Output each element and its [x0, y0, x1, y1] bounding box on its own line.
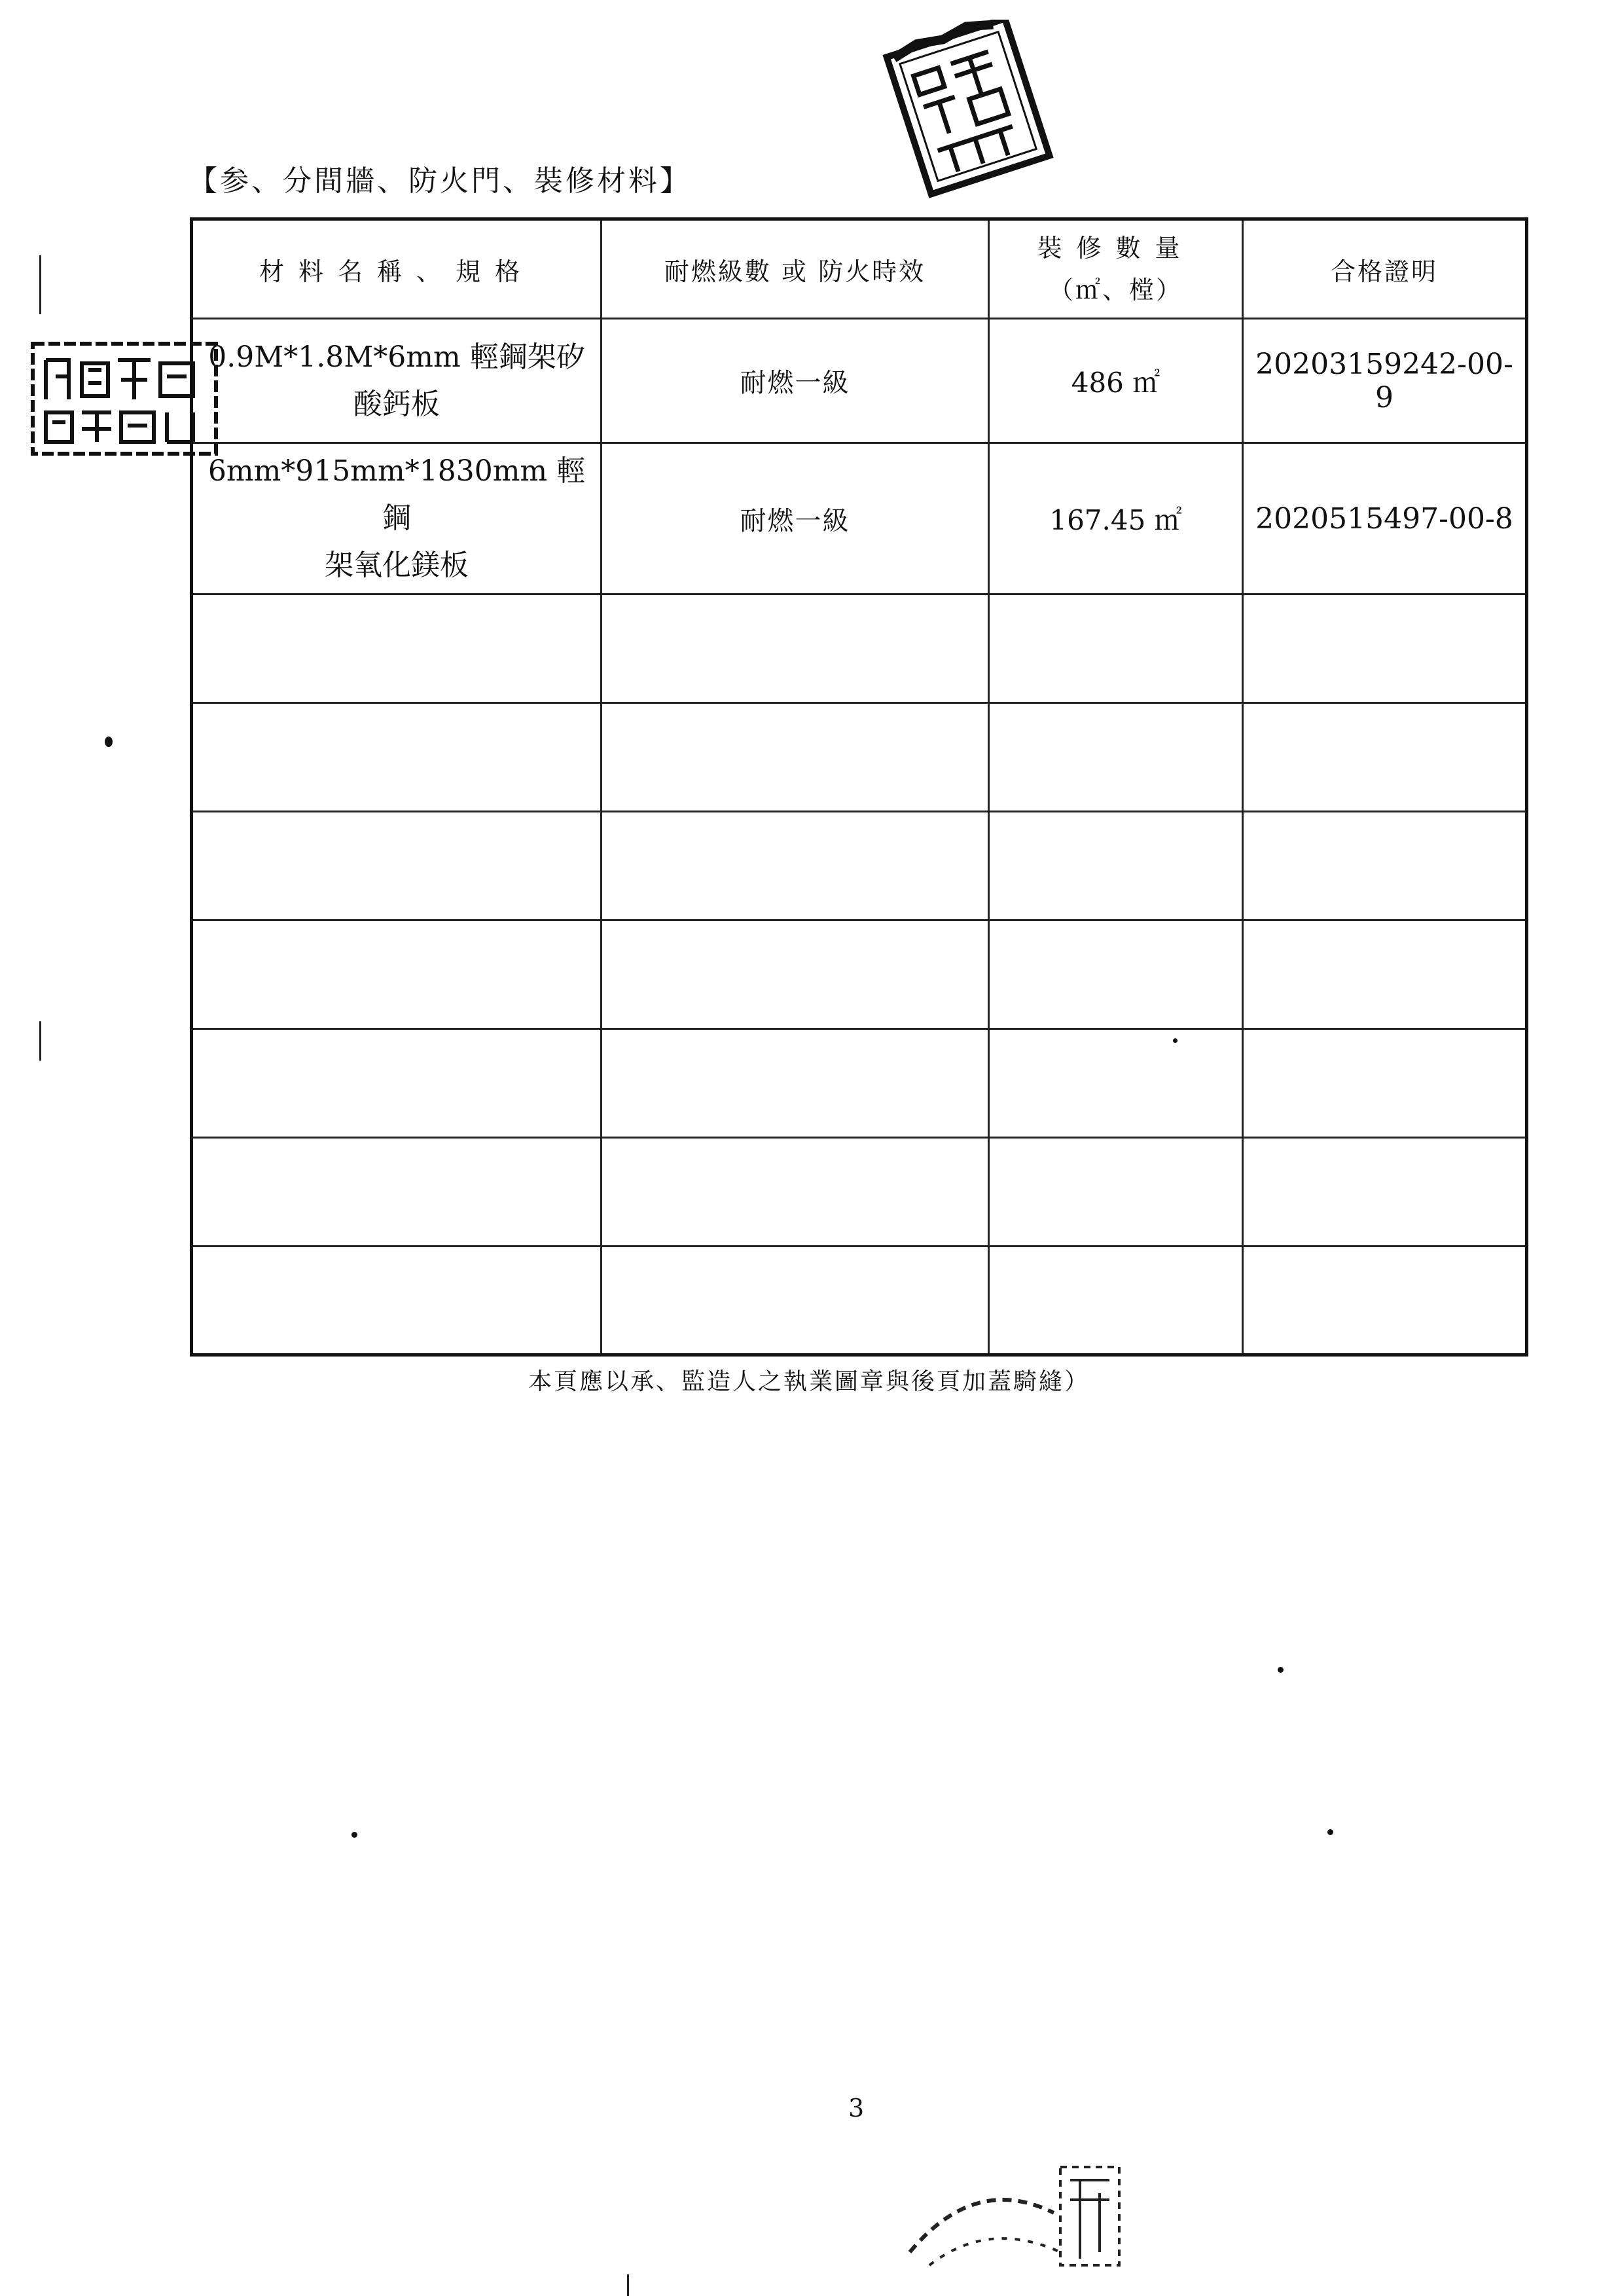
empty-table-row [192, 703, 1527, 812]
table-row [192, 319, 1527, 443]
certificate-cell: 20203159242-00-9 [1243, 319, 1527, 443]
empty-cell [989, 594, 1243, 703]
empty-cell [989, 920, 1243, 1029]
empty-table-row [192, 594, 1527, 703]
empty-cell [602, 1138, 989, 1247]
speck-1 [105, 737, 113, 747]
speck-4 [1327, 1829, 1333, 1835]
bottom-margin-tick [627, 2274, 629, 2296]
material-name-line1: 0.9M*1.8M*6mm 輕鋼架矽 [208, 340, 585, 374]
empty-cell [989, 1247, 1243, 1355]
speck-3 [351, 1832, 357, 1838]
empty-cell [1243, 1247, 1527, 1355]
empty-table-row [192, 1247, 1527, 1355]
header-certificate-cell [1243, 219, 1527, 319]
empty-cell [1243, 812, 1527, 920]
header-quantity-unit: （㎡、樘） [1048, 276, 1183, 304]
left-margin-tick-2 [39, 1021, 41, 1061]
empty-cell [192, 812, 602, 920]
empty-cell [1243, 703, 1527, 812]
empty-table-row [192, 920, 1527, 1029]
empty-cell [1243, 1029, 1527, 1138]
empty-cell [192, 1247, 602, 1355]
section-heading: 【参、分間牆、防火門、裝修材料】 [189, 164, 691, 198]
table-row [192, 443, 1527, 594]
empty-cell [602, 594, 989, 703]
quantity-cell: 486 ㎡ [989, 319, 1243, 443]
empty-cell [192, 703, 602, 812]
material-name-line1: 6mm*915mm*1830mm 輕鋼 [207, 454, 586, 535]
empty-table-row [192, 1138, 1527, 1247]
empty-cell [1243, 920, 1527, 1029]
rating-cell: 耐燃一級 [602, 443, 989, 594]
header-rating-cell [602, 219, 989, 319]
header-rating: 耐燃級數 或 防火時效 [664, 257, 926, 286]
speck-2 [1278, 1667, 1284, 1673]
empty-cell [192, 920, 602, 1029]
empty-cell [192, 1029, 602, 1138]
material-name-line2: 架氧化鎂板 [325, 549, 469, 582]
empty-cell [989, 703, 1243, 812]
header-material: 材料名稱、規格 [259, 257, 534, 286]
empty-cell [602, 703, 989, 812]
header-quantity-cell [989, 219, 1243, 319]
empty-cell [602, 1029, 989, 1138]
top-seal-stamp [871, 20, 1080, 210]
empty-cell [192, 594, 602, 703]
materials-table [190, 217, 1528, 1357]
left-margin-tick-1 [39, 255, 41, 314]
header-certificate: 合格證明 [1330, 257, 1438, 286]
page-number: 3 [848, 2094, 865, 2123]
empty-table-row [192, 812, 1527, 920]
header-quantity: 裝修數量 [1037, 234, 1195, 263]
empty-cell [989, 1029, 1243, 1138]
certificate-cell: 2020515497-00-8 [1243, 443, 1527, 594]
material-cell [192, 319, 602, 443]
empty-cell [1243, 594, 1527, 703]
empty-cell [602, 812, 989, 920]
footnote: 本頁應以承、監造人之執業圖章與後頁加蓋騎縫） [528, 1368, 1090, 1395]
empty-cell [602, 920, 989, 1029]
table-header-row [192, 219, 1527, 319]
empty-cell [602, 1247, 989, 1355]
empty-cell [989, 1138, 1243, 1247]
empty-cell [192, 1138, 602, 1247]
empty-cell [989, 812, 1243, 920]
quantity-cell: 167.45 ㎡ [989, 443, 1243, 594]
empty-table-row [192, 1029, 1527, 1138]
header-material-cell [192, 219, 602, 319]
bottom-seal-stamp [871, 2154, 1145, 2285]
material-name-line2: 酸鈣板 [353, 387, 440, 421]
material-cell [192, 443, 602, 594]
empty-cell [1243, 1138, 1527, 1247]
rating-cell: 耐燃一級 [602, 319, 989, 443]
